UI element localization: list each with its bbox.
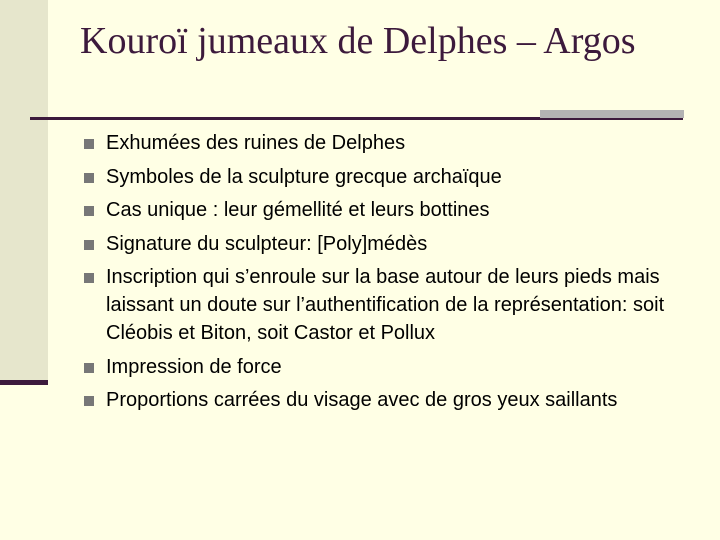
bullet-item: [84, 386, 684, 414]
slide-title: Kouroï jumeaux de Delphes – Argos: [80, 20, 636, 62]
square-bullet-icon: [84, 273, 94, 283]
bullet-text: Cas unique : leur gémellité et leurs bottines: [106, 199, 490, 221]
bullet-item: [84, 163, 684, 191]
square-bullet-icon: [84, 240, 94, 250]
square-bullet-icon: [84, 396, 94, 406]
bullet-list: [84, 129, 684, 420]
square-bullet-icon: [84, 363, 94, 373]
left-decorative-band: [0, 0, 48, 383]
bullet-item: [84, 196, 684, 224]
bullet-text: Proportions carrées du visage avec de gros yeux saillants: [106, 389, 618, 411]
bullet-item: [84, 230, 684, 258]
bullet-text: Symboles de la sculpture grecque archaïque: [106, 165, 502, 188]
bullet-text: Inscription qui s’enroule sur la base autour de leurs pieds mais laissant un doute sur l’authentification de la représentation: soit Cléobis et Biton, soit Castor et Pollux: [106, 266, 665, 344]
square-bullet-icon: [84, 173, 94, 183]
square-bullet-icon: [84, 206, 94, 216]
bullet-text: Exhumées des ruines de Delphes: [106, 132, 406, 154]
bullet-item: [84, 353, 684, 381]
bullet-item: [84, 129, 684, 157]
bullet-text: Impression de force: [106, 355, 282, 378]
left-band-accent-line: [0, 380, 48, 385]
title-underline-accent: [540, 110, 684, 118]
bullet-item: [84, 263, 684, 347]
square-bullet-icon: [84, 139, 94, 149]
bullet-text: Signature du sculpteur: [Poly]médès: [106, 232, 428, 255]
